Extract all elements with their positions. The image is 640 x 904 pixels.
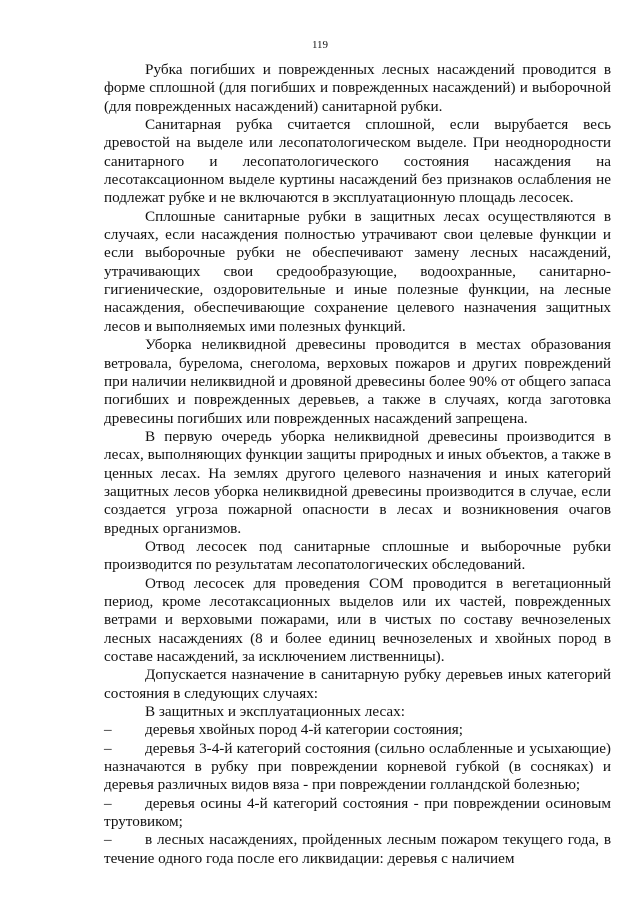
paragraph: Отвод лесосек под санитарные сплошные и выборочные рубки производится по результатам лесопатологических обследований. [104, 537, 611, 574]
list-item [104, 721, 611, 739]
list-item [104, 795, 611, 832]
page-number: 119 [311, 39, 329, 51]
paragraph: Отвод лесосек для проведения СОМ проводится в вегетационный период, кроме лесотаксационных выделов или их частей, поврежденных ветрами и верховыми пожарами, или в чистых по составу вечнозеленых лесных насаждениях (8 и более единиц вечнозеленых и хвойных пород в составе насаждений, за исключением лиственницы). [104, 574, 611, 665]
paragraph: Санитарная рубка считается сплошной, если вырубается весь древостой на выделе или лесопатологическом выделе. При неоднородности санитарного и лесопатологического состояния насаждения на лесотаксационном выделе куртины насаждений без признаков ослабления не подлежат рубке и не включаются в эксплуатационную площадь лесосек. [104, 116, 611, 207]
list-item-text: деревья 3-4-й категорий состояния (сильно ослабленные и усыхающие) назначаются в рубку при повреждении корневой губкой (в сосняках) и деревья различных видов вяза - при повреждении голландской болезнью; [104, 739, 611, 794]
list-item [104, 831, 611, 868]
list-item [104, 740, 611, 795]
list-dash-marker: – [104, 739, 112, 757]
list-item-text: в лесных насаждениях, пройденных лесным пожаром текущего года, в течение одного года после его ликвидации: деревья с наличием [104, 831, 611, 867]
paragraph: В защитных и эксплуатационных лесах: [145, 703, 405, 721]
paragraph: Уборка неликвидной древесины проводится в местах образования ветровала, бурелома, снеголома, верховых пожаров и других повреждений при наличии неликвидной и дровяной древесины более 90% от общего запаса погибших и поврежденных деревьев, а также в случаях, когда заготовка древесины погибших или поврежденных насаждений запрещена. [104, 336, 611, 427]
list-item-text: деревья осины 4-й категорий состояния - при повреждении осиновым трутовиком; [104, 794, 611, 831]
list-item-text: деревья хвойных пород 4-й категории состояния; [145, 721, 463, 739]
list-dash-marker: – [104, 794, 112, 812]
paragraph: Сплошные санитарные рубки в защитных лесах осуществляются в случаях, если насаждения полностью утрачивают свои целевые функции и если выборочные рубки не обеспечивают замену лесных насаждений, утрачивающих свои средообразующие, водоохранные, санитарно-гигиенические, оздоровительные и иные полезные функции, на лесные насаждения, обеспечивающие сохранение целевого назначения защитных лесов и выполняемых ими полезных функций. [104, 207, 611, 335]
list-dash-marker: – [104, 831, 112, 849]
list-dash-marker: – [104, 721, 112, 739]
paragraph: Допускается назначение в санитарную рубку деревьев иных категорий состояния в следующих случаях: [104, 666, 611, 702]
paragraph: Рубка погибших и поврежденных лесных насаждений проводится в форме сплошной (для погибших и поврежденных насаждений) и выборочной (для поврежденных насаждений) санитарной рубки. [104, 61, 611, 115]
paragraph: В первую очередь уборка неликвидной древесины производится в лесах, выполняющих функции защиты природных и иных объектов, а также в ценных лесах. На землях другого целевого назначения и иных категорий защитных лесов уборка неликвидной древесины производится в случае, если создается угроза пожарной опасности в лесах и возникновения очагов вредных организмов. [104, 427, 611, 537]
document-body [104, 61, 611, 868]
